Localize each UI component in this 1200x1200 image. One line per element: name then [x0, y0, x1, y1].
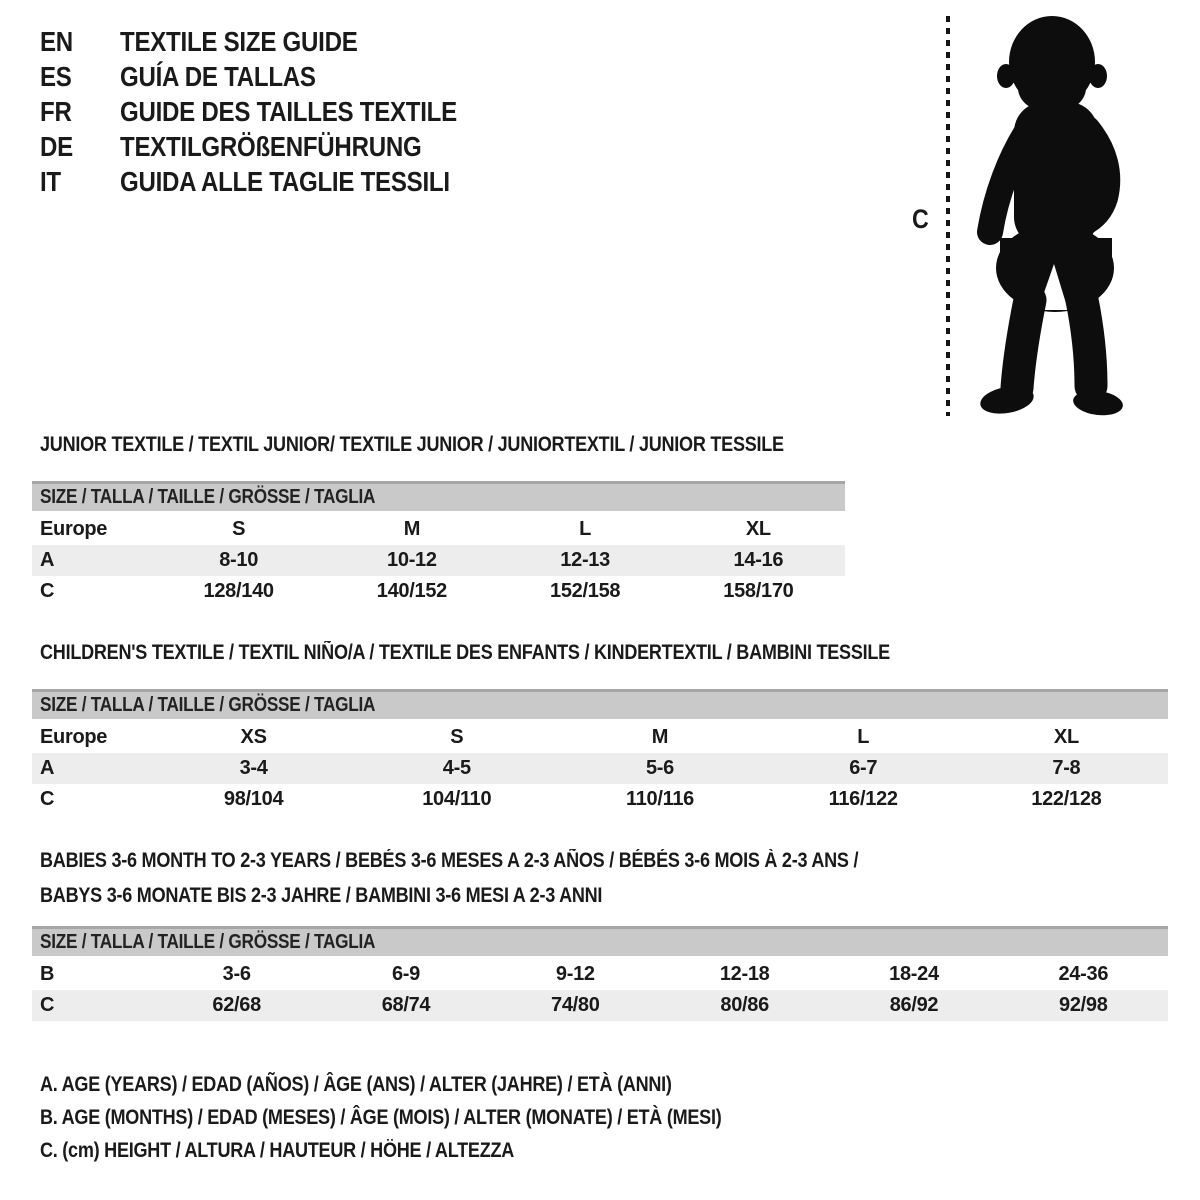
table-cell: 6-9	[391, 963, 420, 985]
row-label: A	[40, 757, 55, 779]
table-cell: 152/158	[550, 580, 621, 602]
table-cell: 6-7	[849, 757, 878, 779]
language-row-it	[40, 164, 512, 199]
table-cell: 158/170	[723, 580, 794, 602]
height-measure-dashed-line	[946, 16, 950, 416]
guide-title-de: TEXTILGRÖßENFÜHRUNG	[120, 130, 422, 162]
guide-title-fr: GUIDE DES TAILLES TEXTILE	[120, 95, 457, 127]
row-label: B	[40, 963, 55, 985]
table-row-b	[32, 959, 1168, 990]
table-row-a	[32, 753, 1168, 784]
language-code: ES	[40, 60, 72, 92]
table-cell: 9-12	[555, 963, 595, 985]
table-cell: 18-24	[889, 963, 939, 985]
size-col: XS	[240, 726, 267, 748]
language-row-es	[40, 59, 512, 94]
language-title-list	[40, 24, 512, 199]
size-col: XL	[1053, 726, 1079, 748]
table-cell: 4-5	[442, 757, 471, 779]
table-cell: 10-12	[387, 549, 437, 571]
size-header-bar: SIZE / TALLA / TAILLE / GRÖSSE / TAGLIA	[32, 689, 1168, 719]
guide-title-it: GUIDA ALLE TAGLIE TESSILI	[120, 165, 450, 197]
table-row-c	[32, 576, 845, 607]
table-cell: 68/74	[381, 994, 431, 1016]
table-cell: 62/68	[212, 994, 261, 1016]
table-cell: 7-8	[1052, 757, 1081, 779]
table-cell: 86/92	[889, 994, 939, 1016]
size-header-bar: SIZE / TALLA / TAILLE / GRÖSSE / TAGLIA	[32, 481, 845, 511]
table-cell: 104/110	[422, 788, 492, 810]
table-row-c	[32, 990, 1168, 1021]
table-cell: 3-6	[222, 963, 251, 985]
size-col: XL	[745, 518, 771, 540]
size-col: L	[579, 518, 592, 540]
table-row-a	[32, 545, 845, 576]
junior-size-table	[32, 481, 845, 607]
section-heading-babies-line2: BABYS 3-6 MONATE BIS 2-3 JAHRE / BAMBINI 3-6 MESI A 2-3 ANNI	[40, 884, 603, 907]
table-row-europe	[32, 722, 1168, 753]
legend-line-c: C. (cm) HEIGHT / ALTURA / HAUTEUR / HÖHE / ALTEZZA	[40, 1138, 515, 1162]
table-cell: 8-10	[219, 549, 259, 571]
size-col: M	[651, 726, 669, 748]
table-cell: 74/80	[551, 994, 600, 1016]
row-label: Europe	[40, 518, 108, 540]
height-measure-label: C	[912, 204, 929, 234]
section-heading-babies-line1: BABIES 3-6 MONTH TO 2-3 YEARS / BEBÉS 3-6 MESES A 2-3 AÑOS / BÉBÉS 3-6 MOIS À 2-3 ANS /	[40, 849, 859, 872]
table-cell: 140/152	[376, 580, 447, 602]
toddler-silhouette-icon	[960, 12, 1140, 416]
table-cell: 116/122	[828, 788, 898, 810]
table-cell: 12-18	[719, 963, 770, 985]
language-code: FR	[40, 95, 72, 127]
row-label: C	[40, 788, 55, 810]
table-cell: 24-36	[1058, 963, 1109, 985]
language-code: DE	[40, 130, 73, 162]
language-row-en	[40, 24, 512, 59]
table-cell: 92/98	[1059, 994, 1108, 1016]
row-label: Europe	[40, 726, 108, 748]
legend-line-b: B. AGE (MONTHS) / EDAD (MESES) / ÂGE (MOIS) / ALTER (MONATE) / ETÀ (MESI)	[40, 1105, 722, 1129]
size-col: S	[232, 518, 246, 540]
row-label: C	[40, 580, 55, 602]
language-row-de	[40, 129, 512, 164]
table-cell: 5-6	[645, 757, 674, 779]
table-cell: 3-4	[239, 757, 268, 779]
row-label: C	[40, 994, 55, 1016]
table-row-europe	[32, 514, 845, 545]
table-cell: 14-16	[733, 549, 784, 571]
guide-title-es: GUÍA DE TALLAS	[120, 60, 316, 92]
table-cell: 128/140	[203, 580, 274, 602]
table-cell: 110/116	[625, 788, 694, 810]
row-label: A	[40, 549, 55, 571]
table-row-c	[32, 784, 1168, 815]
size-header-bar: SIZE / TALLA / TAILLE / GRÖSSE / TAGLIA	[32, 926, 1168, 956]
section-heading-junior: JUNIOR TEXTILE / TEXTIL JUNIOR/ TEXTILE JUNIOR / JUNIORTEXTIL / JUNIOR TESSILE	[40, 433, 784, 456]
measurement-legend	[40, 1068, 832, 1167]
size-col: S	[450, 726, 464, 748]
language-code: IT	[40, 165, 61, 197]
legend-line-a: A. AGE (YEARS) / EDAD (AÑOS) / ÂGE (ANS) / ALTER (JAHRE) / ETÀ (ANNI)	[40, 1072, 672, 1096]
table-cell: 122/128	[1031, 788, 1102, 810]
language-row-fr	[40, 94, 512, 129]
size-col: L	[857, 726, 870, 748]
table-cell: 98/104	[223, 788, 284, 810]
table-cell: 80/86	[720, 994, 769, 1016]
table-cell: 12-13	[560, 549, 610, 571]
children-size-table	[32, 689, 1168, 815]
guide-title-en: TEXTILE SIZE GUIDE	[120, 25, 358, 57]
babies-size-table	[32, 926, 1168, 1021]
language-code: EN	[40, 25, 73, 57]
section-heading-children: CHILDREN'S TEXTILE / TEXTIL NIÑO/A / TEXTILE DES ENFANTS / KINDERTEXTIL / BAMBINI TESSILE	[40, 641, 890, 664]
size-col: M	[403, 518, 421, 540]
